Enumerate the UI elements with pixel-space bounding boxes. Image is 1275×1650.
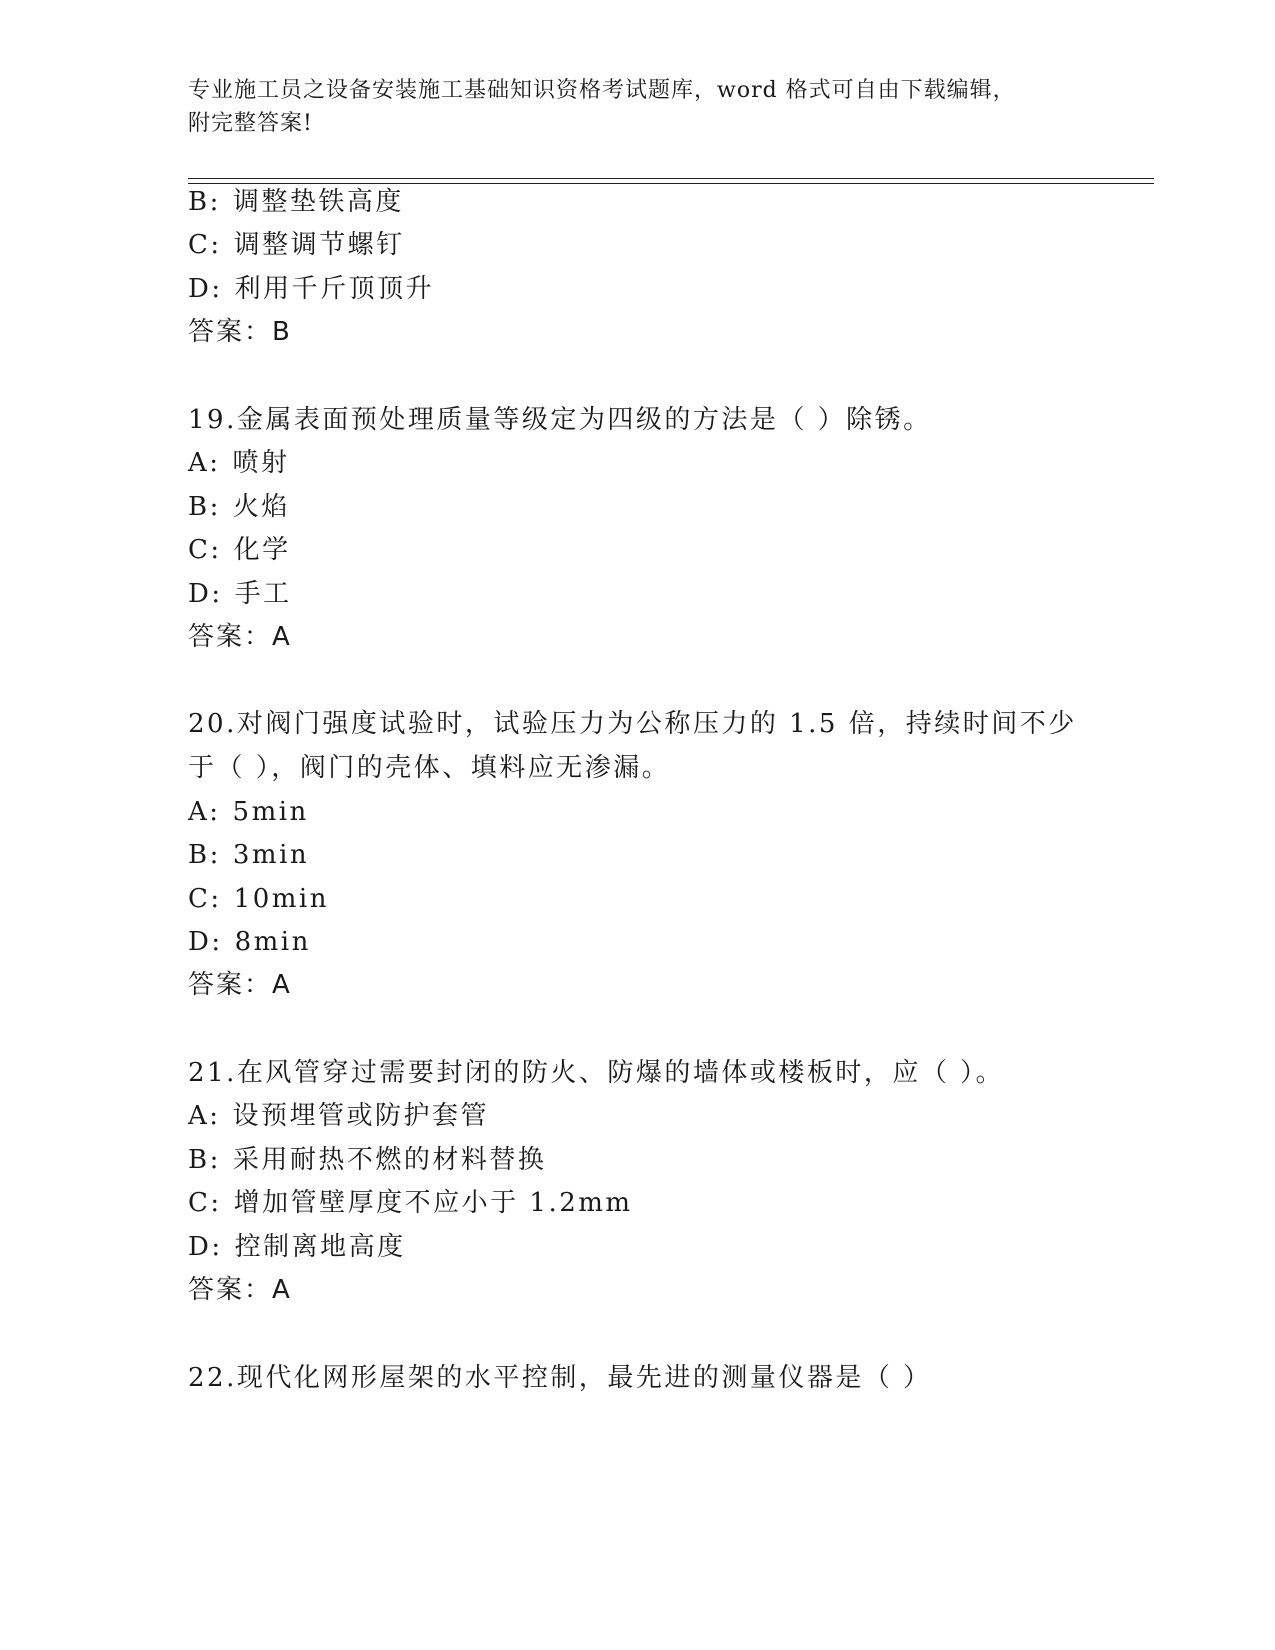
option-text: 调整垫铁高度 xyxy=(232,187,404,217)
header-line-1: 专业施工员之设备安装施工基础知识资格考试题库，word 格式可自由下载编辑， xyxy=(188,78,1016,103)
q20-stem-line-2: 于（ ），阀门的壳体、填料应无渗漏。 xyxy=(188,753,671,783)
q18-option-d xyxy=(188,272,434,306)
q19-option-b xyxy=(188,490,290,524)
q18-answer: 答案：B xyxy=(188,317,292,347)
option-letter: B: xyxy=(188,187,221,217)
q21-option-c xyxy=(188,1186,633,1220)
q19-answer: 答案：A xyxy=(188,622,292,652)
q21-option-b xyxy=(188,1143,546,1177)
q19-option-a xyxy=(188,446,290,480)
header-divider-bottom xyxy=(188,183,1154,184)
option-letter: D: xyxy=(188,927,223,957)
option-text: 3min xyxy=(232,840,310,870)
option-letter: C: xyxy=(188,1188,222,1218)
option-letter: D: xyxy=(188,274,223,304)
q19-stem: 19.金属表面预处理质量等级定为四级的方法是（ ）除锈。 xyxy=(188,405,932,435)
q20-option-d xyxy=(188,925,311,959)
q18-option-b xyxy=(188,185,404,219)
option-letter: A: xyxy=(188,1101,221,1131)
option-text: 控制离地高度 xyxy=(234,1232,406,1262)
option-letter: A: xyxy=(188,797,221,827)
option-letter: B: xyxy=(188,1145,221,1175)
q20-answer: 答案：A xyxy=(188,970,292,1000)
option-text: 化学 xyxy=(233,535,291,565)
q20-stem-line-1: 20.对阀门强度试验时，试验压力为公称压力的 1.5 倍，持续时间不少 xyxy=(188,709,1077,739)
option-text: 利用千斤顶顶升 xyxy=(234,274,435,304)
option-letter: C: xyxy=(188,884,222,914)
option-letter: D: xyxy=(188,579,223,609)
option-letter: A: xyxy=(188,448,221,478)
q19-option-c xyxy=(188,533,291,567)
option-text: 手工 xyxy=(234,579,292,609)
q18-option-c xyxy=(188,228,405,262)
header-divider-top xyxy=(188,178,1154,179)
q20-option-b xyxy=(188,838,309,872)
option-letter: B: xyxy=(188,492,221,522)
option-letter: B: xyxy=(188,840,221,870)
option-letter: C: xyxy=(188,230,222,260)
option-letter: C: xyxy=(188,535,222,565)
option-text: 5min xyxy=(232,797,309,827)
option-text: 喷射 xyxy=(232,448,290,478)
option-text: 增加管壁厚度不应小于 1.2mm xyxy=(233,1188,633,1218)
q21-stem: 21.在风管穿过需要封闭的防火、防爆的墙体或楼板时，应（ ）。 xyxy=(188,1058,1005,1088)
document-header xyxy=(188,74,1088,140)
q21-option-a xyxy=(188,1099,489,1133)
option-text: 调整调节螺钉 xyxy=(233,230,405,260)
option-text: 10min xyxy=(233,884,329,914)
q22-stem: 22.现代化网形屋架的水平控制，最先进的测量仪器是（ ） xyxy=(188,1363,932,1393)
option-text: 设预埋管或防护套管 xyxy=(232,1101,490,1131)
q19-option-d xyxy=(188,577,292,611)
option-text: 火焰 xyxy=(232,492,290,522)
q21-answer: 答案：A xyxy=(188,1275,292,1305)
q20-option-a xyxy=(188,795,309,829)
q20-option-c xyxy=(188,882,329,916)
option-text: 采用耐热不燃的材料替换 xyxy=(232,1145,547,1175)
q21-option-d xyxy=(188,1230,406,1264)
header-line-2: 附完整答案! xyxy=(188,111,313,136)
option-letter: D: xyxy=(188,1232,223,1262)
option-text: 8min xyxy=(234,927,311,957)
